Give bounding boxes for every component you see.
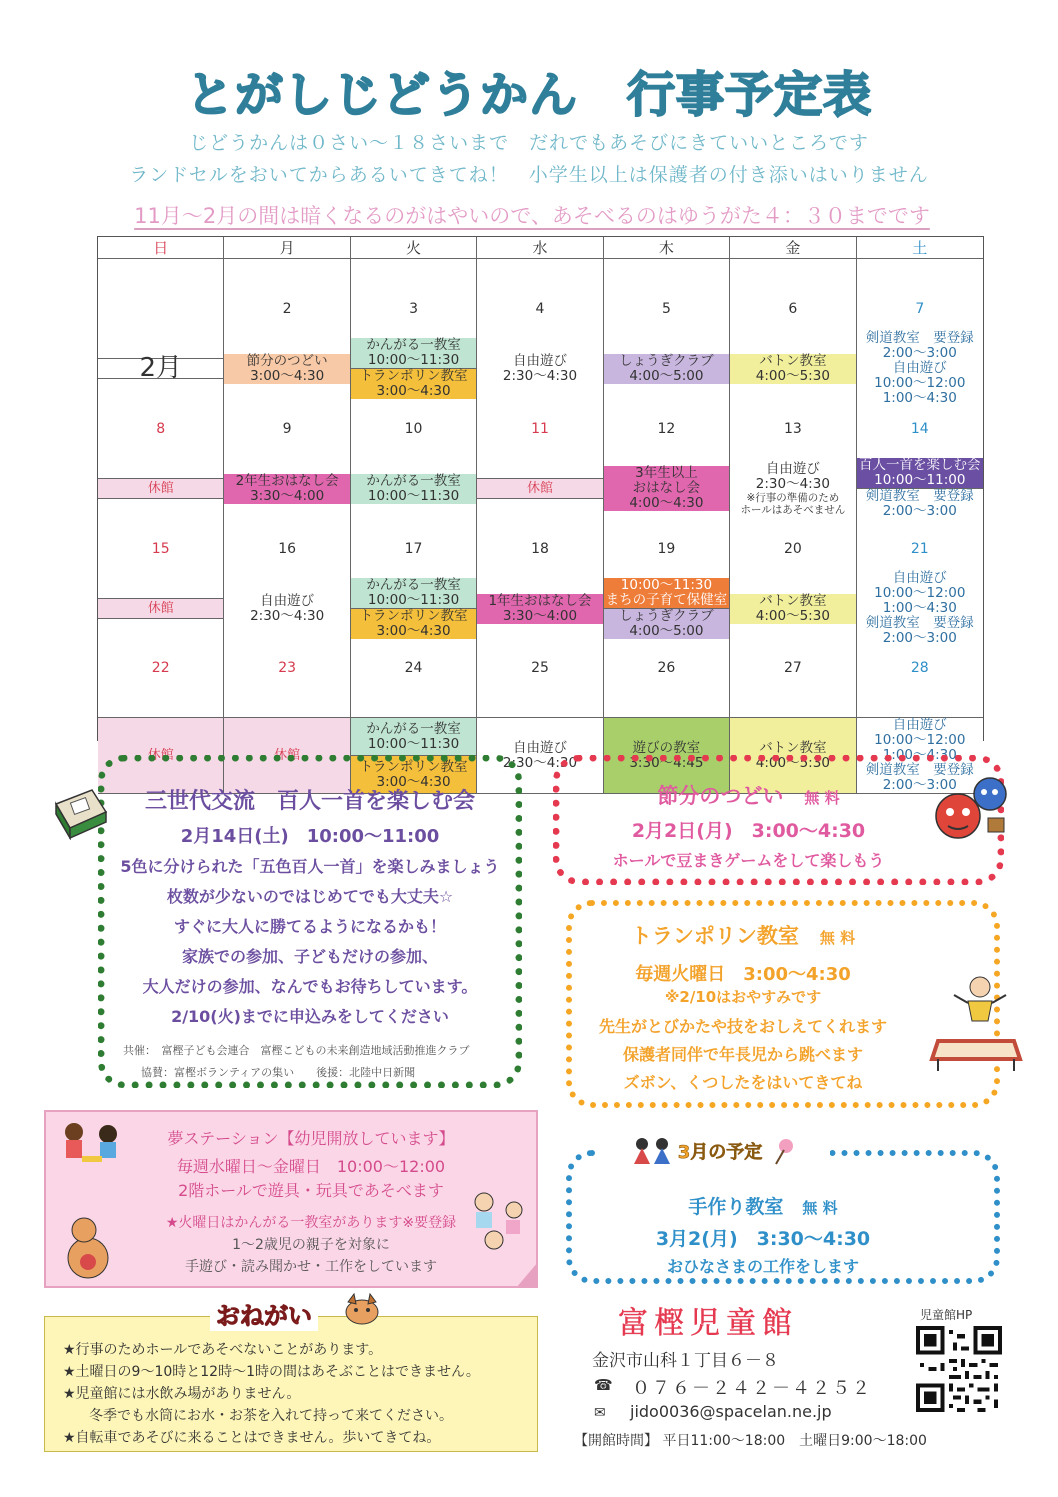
calendar-day-cell <box>604 465 730 511</box>
event-block <box>477 479 602 498</box>
family-illustration-icon <box>454 1184 538 1266</box>
event-text: 自由遊び <box>892 570 947 586</box>
closed-label: 休館 <box>147 481 174 496</box>
event-text: 10:00～12:00 <box>874 375 966 391</box>
setsubun-title <box>530 777 967 810</box>
date-number: 23 <box>224 619 350 718</box>
event-text: 2:00～3:00 <box>882 630 957 646</box>
event-note: ※行事の準備のため <box>746 491 840 504</box>
weekday-header: 金 <box>730 237 856 259</box>
setsubun-desc: ホールで豆まきゲームをして楽しもう <box>612 851 885 870</box>
event-text: 2:30～4:30 <box>502 367 578 384</box>
event-text: 剣道教室 要登録 <box>865 330 974 346</box>
closed-label: 休館 <box>274 748 301 763</box>
date-number: 10 <box>351 379 477 479</box>
event-text: 3:30～4:00 <box>502 607 578 624</box>
event-text: 2:30～4:30 <box>502 754 578 771</box>
march-date: 3月2(月) 3:30～4:30 <box>655 1228 871 1250</box>
center-hours: 【開館時間】 平日11:00～18:00 土曜日9:00～18:00 <box>574 1433 927 1449</box>
event-text: 10:00～11:30 <box>367 487 460 504</box>
event-text: 2:00～3:00 <box>882 777 957 793</box>
event-note: ホールはあそべません <box>740 503 846 516</box>
onegai-line: ★行事のためホールであそべないことがあります。 <box>63 1342 383 1358</box>
event-text: まちの子育て保健室 <box>605 592 728 608</box>
date-number: 24 <box>351 619 477 718</box>
kangaroo-icon <box>54 1212 124 1284</box>
weekday-header: 木 <box>604 237 730 259</box>
calendar-day-cell <box>351 577 477 639</box>
event-block <box>857 458 983 488</box>
date-number: 5 <box>604 259 730 359</box>
event-text: 百人一首を楽しむ会 <box>859 457 981 473</box>
event-text: 4:00～4:30 <box>629 495 704 511</box>
hyakunin-line: 2/10(火)までに申込みをしてください <box>171 1007 449 1026</box>
calendar-day-cell <box>477 479 603 499</box>
calendar-day-cell <box>477 352 603 384</box>
setsubun-free: 無 料 <box>804 789 840 807</box>
yume-title: 夢ステーション【幼児開放しています】 <box>167 1129 455 1148</box>
date-number <box>98 259 224 359</box>
event-text: 節分のつどい <box>246 352 328 369</box>
event-text: 3:00～4:30 <box>250 367 325 384</box>
event-text: 10:00～11:30 <box>620 577 713 593</box>
intro-line-1: じどうかんは０さい～１８さいまで だれでもあそびにきていいところです <box>189 132 869 154</box>
onegai-line: 冬季でも水筒にお水・お茶を入れて持って来てください。 <box>75 1408 453 1424</box>
event-text: かんがる一教室 <box>366 472 461 489</box>
calendar-day-cell <box>224 352 350 384</box>
event-block <box>351 718 476 755</box>
calendar <box>97 236 984 793</box>
event-text: かんがる一教室 <box>366 577 461 593</box>
date-number: 11 <box>477 379 603 479</box>
event-text: 10:00～12:00 <box>874 585 966 601</box>
trampoline-line: 先生がとびかたや技をおしえてくれます <box>598 1017 887 1036</box>
onegai-line: ★児童館には水飲み場がありません。 <box>63 1386 301 1402</box>
date-number: 6 <box>730 259 856 359</box>
onegai-box <box>44 1316 538 1452</box>
yume-line: ★火曜日はかんがる一教室があります※要登録 <box>165 1215 457 1231</box>
event-block <box>98 599 223 618</box>
setsubun-date: 2月2日(月) 3:00～4:30 <box>631 820 866 842</box>
event-text: 1:00～4:30 <box>882 390 957 406</box>
calendar-day-cell <box>604 352 730 384</box>
event-text: 1:00～4:30 <box>882 747 957 763</box>
event-text: 1:00～4:30 <box>882 600 957 616</box>
event-text: しょうぎクラブ <box>619 352 714 369</box>
yume-line: 手遊び・読み聞かせ・工作をしています <box>185 1259 437 1275</box>
center-name: 富樫児童館 <box>618 1306 798 1341</box>
yume-line: 毎週水曜日～金曜日 10:00～12:00 <box>176 1157 446 1176</box>
march-header-text: 3月の予定 <box>677 1142 763 1163</box>
phone-icon: ☎ <box>594 1376 613 1394</box>
hyakunin-credit-1: 共催： 富樫子ども会連合 富樫こどもの未来創造地域活動推進クラブ <box>123 1044 470 1057</box>
date-number: 26 <box>604 619 730 718</box>
date-number: 22 <box>98 619 224 718</box>
calendar-day-cell <box>98 599 224 619</box>
page-title: とがしじどうかん 行事予定表 <box>185 67 872 123</box>
calendar-day-cell <box>224 592 350 624</box>
date-number: 15 <box>98 499 224 599</box>
event-text: 3年生以上 <box>635 465 698 481</box>
event-text: 10:00～11:00 <box>874 472 966 488</box>
calendar-day-cell <box>477 592 603 624</box>
date-number: 7 <box>857 259 983 359</box>
event-text: しょうぎクラブ <box>619 608 714 624</box>
event-text: 3:00～4:30 <box>376 773 451 790</box>
date-number: 16 <box>224 499 350 599</box>
intro-line-2: ランドセルをおいてからあるいてきてね！ 小学生以上は保護者の付き添いはいりません <box>129 164 929 186</box>
hyakunin-line: すぐに大人に勝てるようになるかも！ <box>173 917 446 936</box>
calendar-day-cell <box>351 337 477 399</box>
march-desc: おひなさまの工作をします <box>666 1257 859 1276</box>
page-curl-icon <box>516 1262 538 1288</box>
trampoline-title <box>532 920 954 950</box>
event-text: バトン教室 <box>759 352 827 369</box>
event-text: 剣道教室 要登録 <box>865 488 974 504</box>
calendar-day-cell <box>730 460 856 516</box>
event-text: 自由遊び <box>765 460 820 477</box>
center-phone: ０７６－２４２－４２５２ <box>632 1378 872 1399</box>
date-number: 17 <box>351 499 477 599</box>
date-number: 9 <box>224 379 350 479</box>
yume-line: 2階ホールで遊具・玩具であそべます <box>178 1181 444 1200</box>
march-title-text: 手作り教室 <box>688 1196 784 1218</box>
march-free: 無 料 <box>802 1199 838 1217</box>
calendar-day-cell <box>98 479 224 499</box>
event-text: 自由遊び <box>512 352 567 369</box>
event-text: 4:00～5:00 <box>629 623 704 639</box>
event-block <box>604 578 729 608</box>
date-number: 19 <box>604 499 730 599</box>
date-number: 3 <box>351 259 477 359</box>
event-text: 10:00～11:30 <box>367 592 460 608</box>
calendar-day-cell <box>604 577 730 639</box>
dog-icon <box>340 1292 384 1326</box>
event-text: トランポリン教室 <box>359 758 468 775</box>
date-number: 2 <box>224 259 350 359</box>
peach-blossom-icon <box>768 1136 798 1166</box>
trampoline-free: 無 料 <box>819 929 856 947</box>
event-text: 2:00～3:00 <box>882 503 957 519</box>
weekday-header: 火 <box>351 237 477 259</box>
trampoline-line: ※2/10はおやすみです <box>664 988 822 1006</box>
calendar-day-cell <box>730 352 856 384</box>
kids-playing-icon <box>56 1118 126 1168</box>
calendar-day-cell <box>730 592 856 624</box>
event-text: バトン教室 <box>759 739 827 756</box>
onegai-line: ★自転車であそびに来ることはできません。歩いてきてね。 <box>63 1430 441 1446</box>
event-text: 4:00～5:30 <box>755 754 830 771</box>
event-text: 10:00～11:30 <box>367 735 460 752</box>
event-text: 4:00～5:00 <box>629 367 704 384</box>
hyakunin-line: 家族での参加、子どもだけの参加、 <box>181 947 438 966</box>
event-text: 2:30～4:30 <box>250 607 325 624</box>
closed-label: 休館 <box>147 601 174 616</box>
event-text: おはなし会 <box>632 480 701 496</box>
event-text: 2:00～3:00 <box>882 345 957 361</box>
date-number: 27 <box>730 619 856 718</box>
event-text: 剣道教室 要登録 <box>865 762 974 778</box>
hyakunin-event-box <box>98 755 522 1088</box>
hyakunin-line: 大人だけの参加、なんでもお待ちしています。 <box>142 977 478 996</box>
center-email[interactable]: jido0036@spacelan.ne.jp <box>630 1402 832 1421</box>
calendar-day-cell <box>857 457 983 519</box>
event-text: 2:30～4:30 <box>755 475 830 492</box>
hina-dolls-icon <box>632 1136 672 1166</box>
date-number: 20 <box>730 499 856 599</box>
march-title <box>552 1192 974 1219</box>
event-text: 3:00～4:30 <box>376 383 451 399</box>
march-event-box <box>566 1150 1000 1284</box>
month-label: 2月 <box>139 353 182 383</box>
event-text: 4:00～5:30 <box>755 607 830 624</box>
hours-notice: 11月～2月の間は暗くなるのがはやいので、あそべるのはゆうがた４：３０までです <box>134 204 930 228</box>
qr-code-icon[interactable] <box>916 1326 1002 1412</box>
calendar-day-cell <box>98 353 224 383</box>
trampoline-title-text: トランポリン教室 <box>630 924 799 948</box>
onegai-line: ★土曜日の9～10時と12時～1時の間はあそぶことはできません。 <box>63 1364 480 1380</box>
date-number: 21 <box>857 499 983 599</box>
event-text: 3:00～4:30 <box>376 623 451 639</box>
event-text: かんがる一教室 <box>366 337 461 353</box>
yume-station-box <box>44 1110 538 1288</box>
event-text: バトン教室 <box>759 592 827 609</box>
date-number: 14 <box>857 379 983 479</box>
hyakunin-date: 2月14日(土) 10:00～11:00 <box>180 826 440 847</box>
calendar-day-cell <box>857 570 983 646</box>
mail-icon: ✉ <box>594 1405 606 1421</box>
closed-label: 休館 <box>147 748 174 763</box>
oni-mask-icon <box>928 772 1012 844</box>
event-text: 自由遊び <box>892 717 947 733</box>
trampoline-child-icon <box>928 975 1024 1075</box>
hyakunin-title: 三世代交流 百人一首を楽しむ会 <box>144 789 475 814</box>
calendar-day-cell <box>224 472 350 504</box>
closed-label: 休館 <box>526 481 553 496</box>
event-text: 自由遊び <box>892 360 947 376</box>
date-number: 12 <box>604 379 730 479</box>
weekday-header: 月 <box>224 237 350 259</box>
march-header <box>600 1134 830 1168</box>
event-text: 4:00～5:30 <box>755 367 830 384</box>
date-number: 28 <box>857 619 983 718</box>
date-number: 18 <box>477 499 603 599</box>
date-number: 4 <box>477 259 603 359</box>
event-text: 剣道教室 要登録 <box>865 615 974 631</box>
calendar-day-cell <box>857 330 983 406</box>
hp-label: 児童館HP <box>920 1308 973 1322</box>
hyakunin-credit-2: 協賛：富樫ボランティアの集い 後援：北陸中日新聞 <box>141 1066 416 1079</box>
trampoline-line: 毎週火曜日 3:00～4:30 <box>635 964 851 985</box>
event-text: 10:00～12:00 <box>874 732 966 748</box>
setsubun-title-text: 節分のつどい <box>657 784 784 808</box>
hyakunin-line: 枚数が少ないのではじめてでも大丈夫☆ <box>166 887 454 906</box>
karuta-box-icon <box>52 782 108 840</box>
center-address: 金沢市山科１丁目６－８ <box>592 1351 779 1371</box>
onegai-title: おねがい <box>210 1296 318 1331</box>
hyakunin-line: 5色に分けられた「五色百人一首」を楽しみましょう <box>120 857 500 876</box>
event-block <box>98 479 223 498</box>
event-text: かんがる一教室 <box>366 720 461 737</box>
event-text: 2年生おはなし会 <box>235 472 339 489</box>
date-number: 8 <box>98 379 224 479</box>
event-text: 3:30～4:45 <box>629 754 704 771</box>
event-text: 10:00～11:30 <box>367 352 460 368</box>
event-text: 1年生おはなし会 <box>488 592 592 609</box>
date-number: 25 <box>477 619 603 718</box>
event-text: トランポリン教室 <box>359 368 468 384</box>
event-text: 遊びの教室 <box>632 739 701 756</box>
event-text: 3:30～4:00 <box>250 487 325 504</box>
trampoline-line: ズボン、くつしたをはいてきてね <box>623 1073 863 1092</box>
calendar-day-cell <box>351 472 477 504</box>
weekday-header: 日 <box>98 237 224 259</box>
weekday-header: 水 <box>477 237 603 259</box>
trampoline-line: 保護者同伴で年長児から跳べます <box>622 1045 863 1064</box>
weekday-header: 土 <box>857 237 983 259</box>
event-text: 自由遊び <box>260 592 315 609</box>
event-text: トランポリン教室 <box>359 608 468 624</box>
event-block <box>351 578 476 608</box>
event-block <box>351 338 476 368</box>
date-number: 13 <box>730 379 856 479</box>
yume-line: 1～2歳児の親子を対象に <box>232 1237 390 1253</box>
event-text: 自由遊び <box>512 739 567 756</box>
